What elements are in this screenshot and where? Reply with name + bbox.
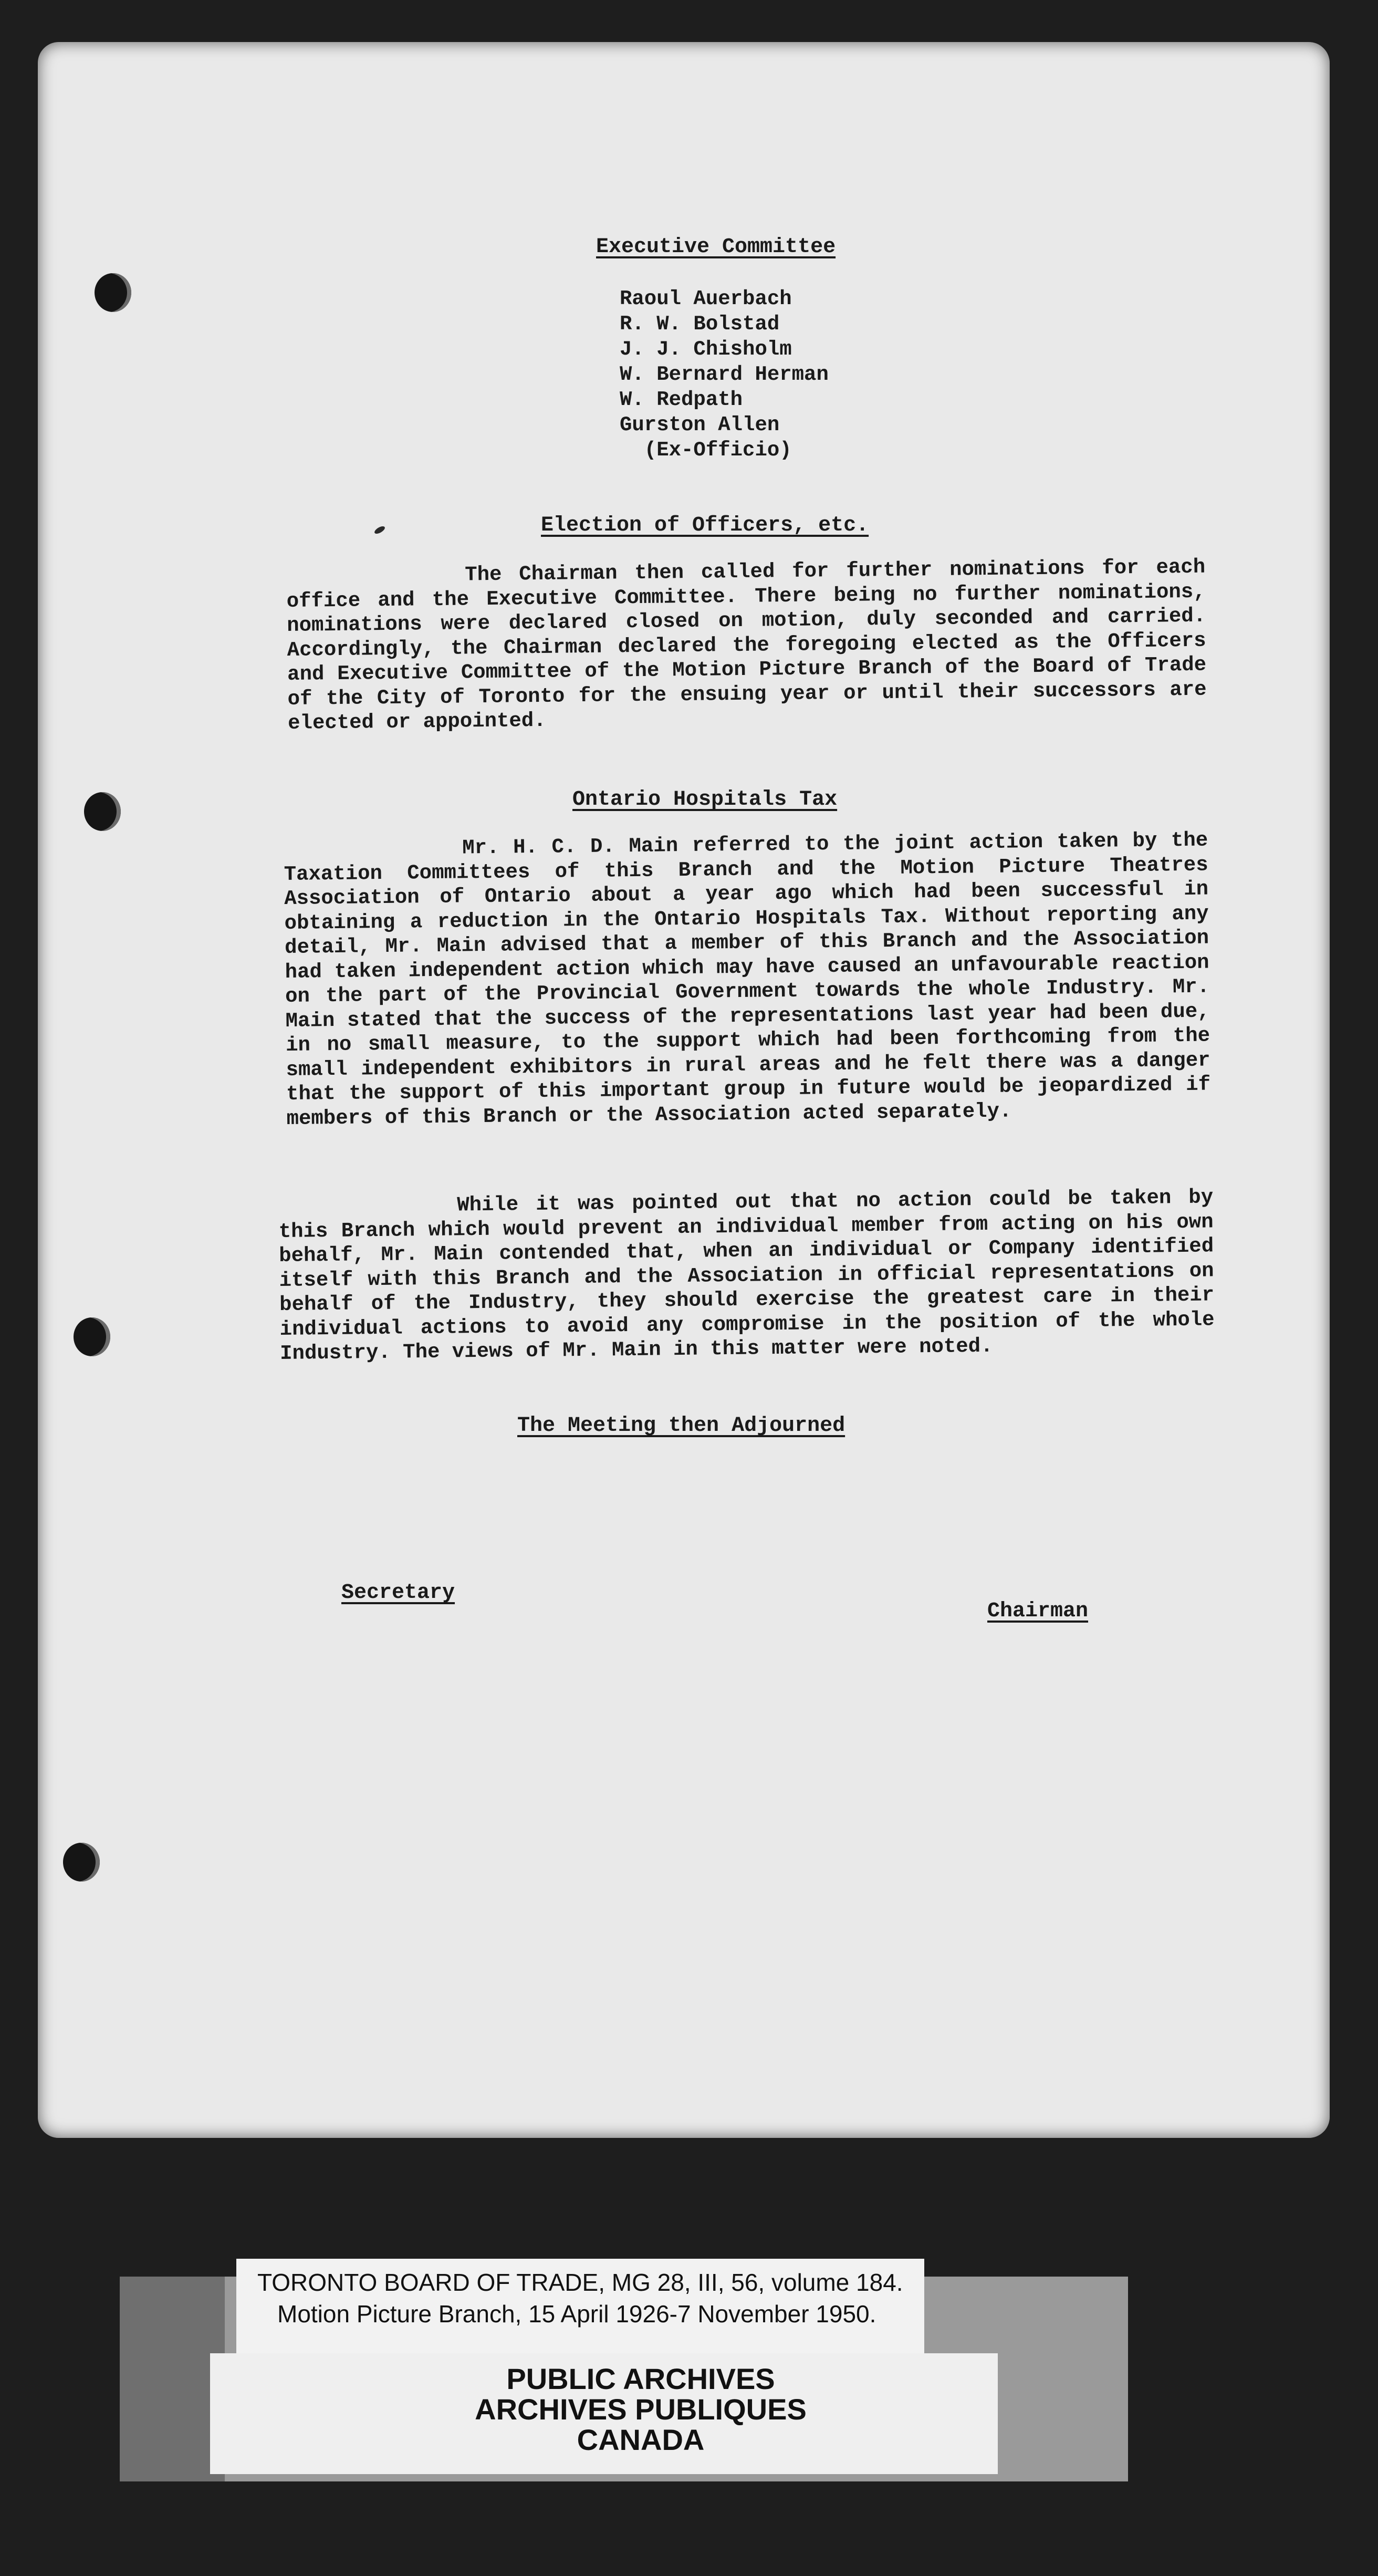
archive-label-shadow: [120, 2277, 225, 2481]
committee-member: W. Redpath: [620, 388, 743, 411]
election-paragraph: The Chairman then called for further nominations for each office and the Executive Committee. There being no further nominations, nominations were declared closed on motion, duly seconded and carried. Accordingly, the Chairman declared the foregoing elected as the Officers and Executive Committee of the Motion Picture Branch of the Board of Trade of the City of Toronto for the ensuing year or until their successors are elected or appointed.: [286, 555, 1207, 735]
committee-member: Raoul Auerbach: [620, 287, 792, 310]
chairman-signature-label: Chairman: [987, 1599, 1089, 1623]
adjourned-heading: The Meeting then Adjourned: [517, 1414, 845, 1438]
stamp-line: PUBLIC ARCHIVES: [506, 2362, 775, 2395]
binder-hole: [63, 1843, 100, 1882]
binder-hole: [95, 273, 131, 312]
executive-committee-heading: Executive Committee: [596, 235, 836, 259]
binder-hole: [84, 792, 121, 831]
committee-member: J. J. Chisholm: [620, 338, 792, 361]
committee-member: Gurston Allen: [620, 413, 780, 437]
committee-member-list: [620, 286, 829, 463]
stamp-line: ARCHIVES PUBLIQUES: [475, 2393, 807, 2426]
stamp-line: CANADA: [577, 2423, 705, 2456]
binder-hole: [74, 1317, 110, 1356]
committee-member-note: (Ex-Officio): [620, 439, 792, 462]
election-heading: Election of Officers, etc.: [541, 514, 869, 537]
secretary-signature-label: Secretary: [341, 1581, 455, 1605]
archive-reference-line-2: Motion Picture Branch, 15 April 1926-7 November 1950.: [277, 2300, 876, 2328]
hospitals-tax-paragraph-1: Mr. H. C. D. Main referred to the joint action taken by the Taxation Committees of this Branch and the Motion Picture Theatres Association of Ontario about a year ago which had been successful in obtaining a reduction in the Ontario Hospitals Tax. Without reporting any detail, Mr. Main advised that a member of this Branch and the Association had taken independent action which may have caused an unfavourable reaction on the part of the Provincial Government towards the whole Industry. Mr. Main stated that the success of the representations last year had been due, in no small measure, to the support which had been forthcoming from the small independent exhibitors in rural areas and he felt there was a danger that the support of this important group in future would be jeopardized if members of this Branch or the Association acted separately.: [284, 828, 1211, 1130]
public-archives-stamp: [362, 2364, 919, 2455]
committee-member: R. W. Bolstad: [620, 313, 780, 336]
hospitals-tax-heading: Ontario Hospitals Tax: [572, 788, 838, 812]
committee-member: W. Bernard Herman: [620, 363, 829, 386]
hospitals-tax-paragraph-2: While it was pointed out that no action could be taken by this Branch which would prevent an individual member from acting on his own behalf, Mr. Main contended that, when an individual or Company identified itself with this Branch and the Association in official representations on behalf of the Industry, they should exercise the greatest care in their individual actions to avoid any compromise in the position of the whole Industry. The views of Mr. Main in this matter were noted.: [278, 1186, 1215, 1365]
archive-reference-line-1: TORONTO BOARD OF TRADE, MG 28, III, 56, volume 184.: [257, 2269, 903, 2296]
